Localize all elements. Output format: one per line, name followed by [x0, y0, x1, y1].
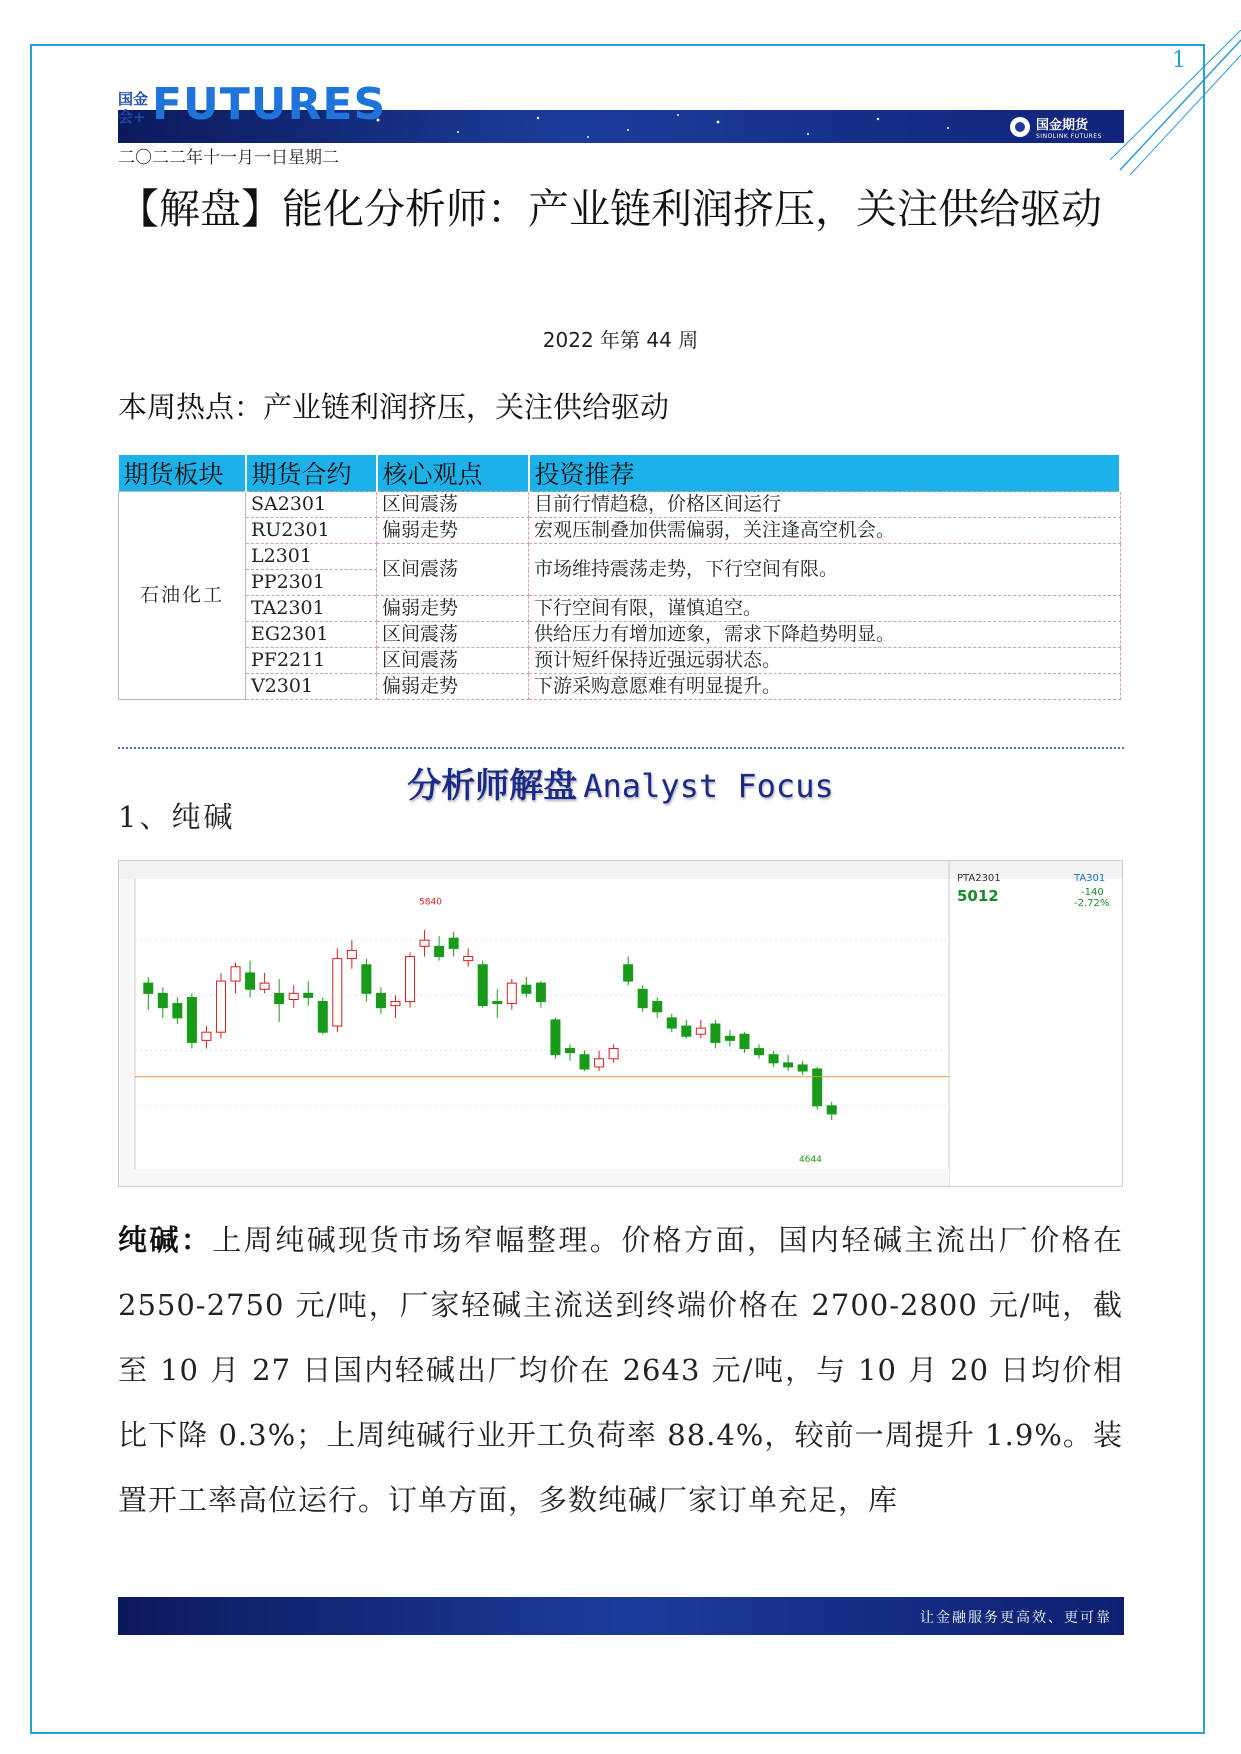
table-row [119, 596, 1121, 622]
candle-body [696, 1028, 705, 1034]
candle-body [173, 1004, 182, 1018]
brand-logo [1010, 114, 1102, 140]
week-label: 2022 年第 44 周 [542, 328, 699, 352]
advice-cell: 宏观压制叠加供需偏弱，关注逢高空机会。 [529, 518, 1121, 544]
candle-body [769, 1055, 778, 1063]
contract-cell: SA2301 [246, 492, 377, 518]
chart-svg [119, 861, 1122, 1186]
candle-body [289, 993, 298, 999]
col-header-advice: 投资推荐 [529, 455, 1121, 492]
candle-body [624, 965, 633, 981]
candle-body [740, 1034, 749, 1048]
contract-cell: TA2301 [246, 596, 377, 622]
section-title: 1、纯碱 [118, 800, 236, 834]
candle-body [711, 1024, 720, 1042]
quote-code: TA301 [1074, 873, 1106, 884]
quote-change-pct: -2.72% [1074, 898, 1110, 909]
view-cell: 区间震荡 [377, 622, 529, 648]
candle-body [304, 993, 313, 997]
table-row [119, 648, 1121, 674]
hot-topic: 本周热点：产业链利润挤压，关注供给驱动 [118, 390, 670, 424]
candle-body [187, 997, 196, 1042]
candle-body [638, 989, 647, 1007]
candle-body [376, 993, 385, 1007]
footer-banner [118, 1597, 1124, 1635]
sector-cell: 石油化工 [119, 492, 246, 700]
candle-body [493, 1002, 502, 1004]
quote-change: -140 [1081, 887, 1104, 898]
candle-body [449, 938, 458, 948]
candle-body [246, 973, 255, 989]
candle-body [580, 1055, 589, 1069]
table-row [119, 674, 1121, 700]
candle-body [464, 957, 473, 961]
brand-name: 国金期货 [1036, 118, 1089, 133]
advice-cell: 下行空间有限，谨慎追空。 [529, 596, 1121, 622]
candle-body [333, 959, 342, 1026]
candle-body [784, 1063, 793, 1067]
focus-cn: 分析师解盘 [407, 766, 578, 806]
table-row [119, 622, 1121, 648]
quote-last: 5012 [957, 887, 999, 905]
candle-body [595, 1059, 604, 1067]
candle-body [406, 957, 415, 1002]
candle-body [260, 983, 269, 989]
contract-cell: PF2211 [246, 648, 377, 674]
col-header-sector: 期货板块 [119, 455, 246, 492]
body-text: 上周纯碱现货市场窄幅整理。价格方面，国内轻碱主流出厂价格在 2550-2750 元/吨，厂家轻碱主流送到终端价格在 2700-2800 元/吨，截至 10 月 27 日国内轻碱出厂均价在 2643 元/吨，与 10 月 20 日均价相比下降 0.3%；上周纯碱行业开工负荷率 88.4%，较前一周提升 1.9%。装置开工率高位运行。订单方面，多数纯碱厂家订单充足，库 [118, 1223, 1123, 1517]
table-row [119, 518, 1121, 544]
page-title: 【解盘】能化分析师：产业链利润挤压，关注供给驱动 [118, 185, 1102, 233]
candle-body [478, 965, 487, 1006]
advice-cell: 预计短纤保持近强远弱状态。 [529, 648, 1121, 674]
col-header-view: 核心观点 [377, 455, 529, 492]
candle-body [362, 965, 371, 994]
candle-body [565, 1049, 574, 1053]
contract-cell: PP2301 [246, 570, 377, 596]
candle-body [798, 1065, 807, 1071]
quote-symbol: PTA2301 [957, 873, 1001, 884]
view-cell: 偏弱走势 [377, 674, 529, 700]
view-cell: 区间震荡 [377, 492, 529, 518]
table-row [119, 492, 1121, 518]
contract-cell: V2301 [246, 674, 377, 700]
page-number: 1 [1172, 48, 1186, 73]
candle-body [609, 1049, 618, 1059]
candle-body [391, 1002, 400, 1006]
candle-body [318, 1002, 327, 1033]
candle-body [435, 946, 444, 956]
candle-body [827, 1106, 836, 1114]
candle-body [522, 985, 531, 993]
view-cell: 区间震荡 [377, 648, 529, 674]
section-divider [118, 747, 1124, 749]
candle-body [755, 1049, 764, 1055]
candle-body [725, 1036, 734, 1040]
candle-body [507, 983, 516, 1003]
brand-mark-icon [1010, 117, 1030, 137]
advice-cell: 市场维持震荡走势，下行空间有限。 [529, 544, 1121, 596]
candle-body [216, 981, 225, 1032]
candle-body [682, 1026, 691, 1036]
advice-cell: 供给压力有增加迹象，需求下降趋势明显。 [529, 622, 1121, 648]
candle-body [347, 950, 356, 958]
candlestick-chart [118, 860, 1123, 1187]
candle-body [813, 1069, 822, 1106]
contract-cell: RU2301 [246, 518, 377, 544]
candle-body [536, 983, 545, 1001]
report-date: 二〇二二年十一月一日星期二 [118, 148, 339, 168]
candle-body [231, 967, 240, 981]
candle-body [551, 1020, 560, 1055]
table-row [119, 544, 1121, 570]
candle-body [144, 983, 153, 993]
body-lead: 纯碱： [118, 1223, 213, 1257]
view-cell: 偏弱走势 [377, 596, 529, 622]
logo-cn: 国金会+ [118, 90, 149, 126]
high-label: 5840 [419, 897, 442, 908]
advice-cell: 目前行情趋稳，价格区间运行 [529, 492, 1121, 518]
low-label: 4644 [799, 1155, 822, 1166]
focus-en: Analyst Focus [583, 767, 834, 805]
candle-body [653, 1002, 662, 1012]
advice-cell: 下游采购意愿难有明显提升。 [529, 674, 1121, 700]
logo-futures: FUTURES [152, 79, 387, 130]
col-header-contract: 期货合约 [246, 455, 377, 492]
footer-slogan: 让金融服务更高效、更可靠 [920, 1610, 1112, 1626]
view-cell: 区间震荡 [377, 544, 529, 596]
candle-body [158, 993, 167, 1007]
recommendation-table [118, 455, 1121, 700]
candle-body [420, 940, 429, 946]
brand-sub: SINOLINK FUTURES [1036, 133, 1102, 140]
candle-body [275, 993, 284, 1003]
contract-cell: EG2301 [246, 622, 377, 648]
view-cell: 偏弱走势 [377, 518, 529, 544]
section-body [118, 1208, 1123, 1533]
contract-cell: L2301 [246, 544, 377, 570]
candle-body [202, 1032, 211, 1040]
candle-body [667, 1018, 676, 1028]
